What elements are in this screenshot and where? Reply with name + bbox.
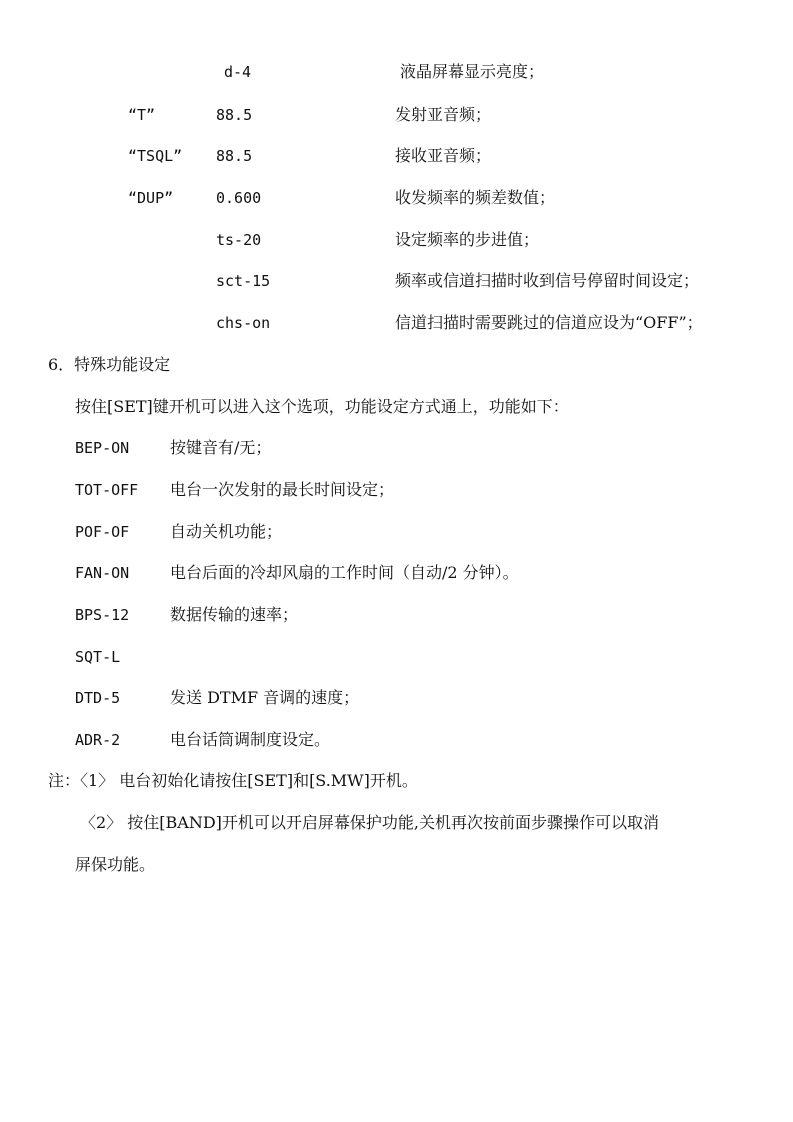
setting-label: “DUP” [128, 189, 174, 207]
function-code: TOT-OFF [75, 481, 139, 499]
function-desc: 数据传输的速率； [170, 605, 299, 624]
setting-value: 88.5 [216, 147, 253, 165]
function-desc: 电台一次发射的最长时间设定； [170, 480, 395, 499]
setting-value: chs-on [216, 314, 271, 332]
setting-label: “TSQL” [128, 147, 183, 165]
setting-desc: 设定频率的步进值； [395, 230, 540, 249]
setting-desc: 频率或信道扫描时收到信号停留时间设定； [395, 271, 700, 290]
setting-label: “T” [128, 106, 156, 124]
setting-value: 0.600 [216, 189, 262, 207]
note-1: 注：〈1〉 电台初始化请按住[SET]和[S.MW]开机。 [48, 771, 418, 790]
section-intro: 按住[SET]键开机可以进入这个选项，功能设定方式通上，功能如下： [75, 397, 569, 416]
setting-desc: 信道扫描时需要跳过的信道应设为“OFF”； [395, 313, 703, 332]
function-code: BEP-ON [75, 439, 130, 457]
function-code: SQT-L [75, 648, 121, 666]
setting-desc: 液晶屏幕显示亮度； [400, 62, 545, 81]
setting-desc: 接收亚音频； [395, 146, 492, 165]
function-code: FAN-ON [75, 564, 130, 582]
function-desc: 电台后面的冷却风扇的工作时间（自动/2 分钟）。 [170, 563, 519, 582]
function-desc: 按键音有/无； [170, 438, 272, 457]
function-code: BPS-12 [75, 606, 130, 624]
setting-value: ts-20 [216, 231, 262, 249]
function-desc: 发送 DTMF 音调的速度； [170, 688, 360, 707]
setting-value: sct-15 [216, 272, 271, 290]
setting-value: d-4 [224, 63, 252, 81]
function-code: ADR-2 [75, 731, 121, 749]
setting-desc: 收发频率的频差数值； [395, 188, 556, 207]
setting-desc: 发射亚音频； [395, 105, 492, 124]
section-heading: 6．特殊功能设定 [48, 355, 171, 374]
setting-value: 88.5 [216, 106, 253, 124]
note-2-continued: 屏保功能。 [75, 855, 156, 874]
function-desc: 电台话筒调制度设定。 [170, 730, 331, 749]
function-code: POF-OF [75, 523, 130, 541]
function-code: DTD-5 [75, 689, 121, 707]
note-2: 〈2〉 按住[BAND]开机可以开启屏幕保护功能,关机再次按前面步骤操作可以取消 [80, 813, 659, 832]
function-desc: 自动关机功能； [170, 522, 283, 541]
